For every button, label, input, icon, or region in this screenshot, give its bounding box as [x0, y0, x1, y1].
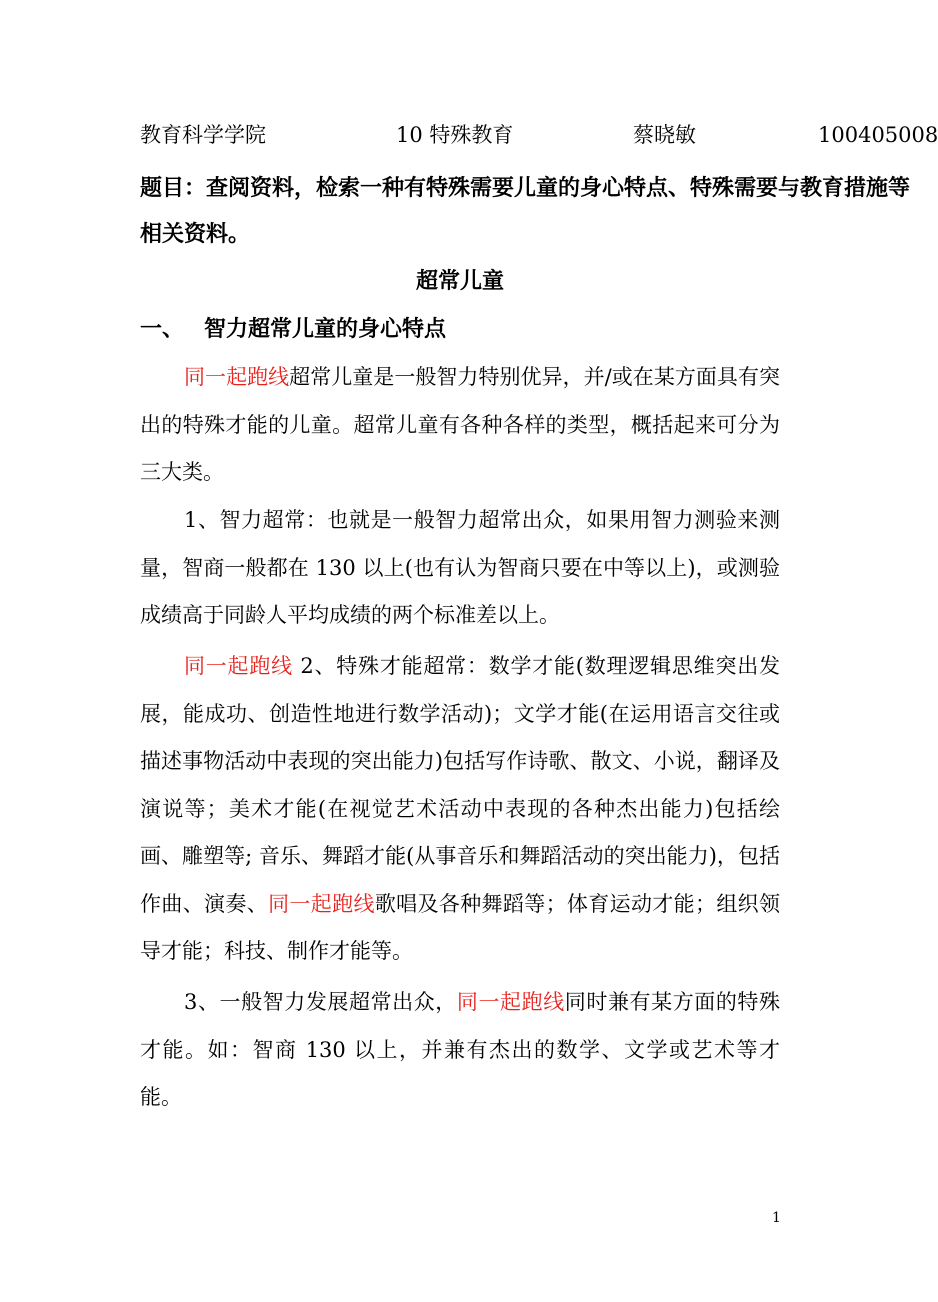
paragraph-text: 2、特殊才能超常：数学才能(数理逻辑思维突出发展，能成功、创造性地进行数学活动)；文学才能(在运用语言交往或描述事物活动中表现的突出能力)包括写作诗歌、散文、小说，翻译及演说等；美术才能(在视觉艺术活动中表现的各种杰出能力)包括绘画、雕塑等; 音乐、舞蹈才能(从事音乐和舞蹈活动的突出能力)，包括作曲、演奏、	[140, 654, 780, 916]
paragraph-text: 3、一般智力发展超常出众，	[184, 990, 457, 1014]
paragraph-text: 同时兼有某方面的特殊才能。如：智商 130 以上，并兼有杰出的数学、文学或艺术等才能。	[140, 990, 781, 1109]
section-title: 智力超常儿童的身心特点	[204, 317, 447, 342]
section-heading	[140, 310, 920, 350]
assignment-topic: 题目：查阅资料，检索一种有特殊需要儿童的身心特点、特殊需要与教育措施等相关资料。	[140, 176, 911, 247]
paragraph-intro	[140, 354, 780, 497]
student-id: 100405008	[818, 123, 938, 147]
page-number: 1	[772, 1210, 781, 1226]
paragraph-text: 歌唱及各种舞蹈等；体育运动才能；组织领导才能；科技、制作才能等。	[140, 891, 781, 963]
document-title: 超常儿童	[415, 269, 504, 294]
watermark-text: 同一起跑线	[268, 891, 375, 916]
watermark-text: 同一起跑线	[184, 365, 290, 389]
paragraph-combined	[140, 979, 780, 1122]
student-name: 蔡晓敏	[633, 123, 696, 147]
paragraph-text: 1、智力超常：也就是一般智力超常出众，如果用智力测验来测量，智商一般都在 130 以上(也有认为智商只要在中等以上)，或测验成绩高于同龄人平均成绩的两个标准差以上。	[140, 508, 780, 627]
watermark-text: 同一起跑线	[456, 990, 565, 1014]
paragraph-special-talent	[140, 643, 780, 976]
paragraph-text: 超常儿童是一般智力特别优异，并/或在某方面具有突出的特殊才能的儿童。超常儿童有各种各样的类型，概括起来可分为三大类。	[140, 365, 781, 484]
watermark-text: 同一起跑线	[184, 654, 293, 678]
paragraph-intellectual-gifted	[140, 497, 780, 640]
college-name: 教育科学学院	[140, 123, 266, 147]
class-name: 10 特殊教育	[396, 123, 514, 147]
section-number: 一、	[140, 317, 185, 342]
header-line	[0, 118, 938, 152]
